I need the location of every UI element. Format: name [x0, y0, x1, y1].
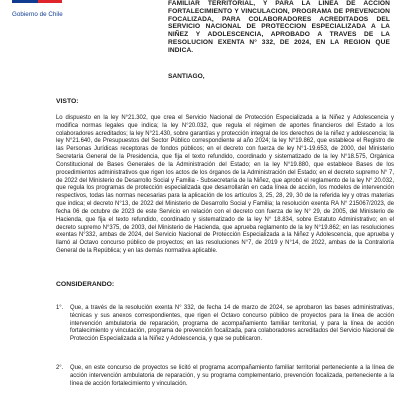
- logo-text: Gobierno de Chile: [12, 11, 63, 18]
- logo-red-bar: [38, 0, 62, 3]
- resolution-heading: FAMILIAR TERRITORIAL, Y PARA LA LINEA DE ACCION FORTALECIMIENTO Y VINCULACION, PROGRAMA DE PREVENCION FOCALIZADA, PARA COLABORADORES ACREDITADOS DEL SERVICIO NACIONAL DE PROTECCION ESPECIALIZADA A LA NIÑEZ Y ADOLESCENCIA, APROBADO A TRAVES DE LA RESOLUCION EXENTA N° 332, DE 2024, EN LA REGION QUE INDICA.: [168, 0, 390, 54]
- considerando-title: CONSIDERANDO:: [56, 281, 115, 288]
- visto-body: Lo dispuesto en la ley N°21.302, que crea el Servicio Nacional de Protección Especializada a la Niñez y Adolescencia y modifica normas legales que indica; la ley N°20.032, que regula el régimen de aportes financieros del Estado a los colaboradores acreditados; la ley N°21.430, sobre garantías y protección integral de los derechos de la niñez y adolescencia; la ley N°21.640, de Presupuestos del Sector Público correspondiente al año 2024; la ley N°19.862, que establece el Registro de las Personas Jurídicas receptoras de fondos públicos; en el decreto con fuerza de ley N°1-19.653, de 2000, del Ministerio Secretaría General de la Presidencia, que fija el texto refundido, coordinado y sistematizado de la ley N°18.575, Orgánica Constitucional de Bases Generales de la Administración del Estado; en la ley N°19.880, que establece Bases de los procedimientos administrativos que rigen los actos de los órganos de la Administración del Estado; en el decreto supremo N° 7, de 2022 del Ministerio de Desarrollo Social y Familia - Subsecretaría de la Niñez, que aprobó el reglamento de la ley N° 20.032, que regula los programas de protección especializada que desarrollarán en cada línea de acción, los modelos de intervención respectivos, todas las normas necesarias para la aplicación de los artículos 3, 25, 28, 29, 30 de la referida ley y otras materias que indica; el decreto N°13, de 2022 del Ministerio de Desarrollo Social y Familia; la resolución exenta RA N° 215067/2023, de fecha 06 de octubre de 2023 de este Servicio en relación con el decreto con fuerza de ley N° 29, de 2005, del Ministerio de Hacienda, que fija el texto refundido, coordinado y sistematizado de la ley N° 18.834, sobre Estatuto Administrativo; en el decreto supremo N°375, de 2003, del Ministerio de Hacienda, que aprueba reglamento de la ley N°19.862; en las resoluciones exentas N°332, ambas de 2024, del Servicio Nacional de Protección Especializada a la Niñez y Adolescencia, que aprueba y llamó al Octavo concurso público de proyectos; en las resoluciones N°7, de 2019 y N°14, de 2022, ambas de la Contraloría General de la República; y en las demás normativa aplicable.: [56, 115, 394, 255]
- place-line: SANTIAGO,: [168, 73, 205, 80]
- logo-blue-bar: [12, 0, 38, 3]
- government-logo: [12, 0, 62, 30]
- visto-title: VISTO:: [56, 98, 79, 105]
- item-text: Que, a través de la resolución exenta N° 332, de fecha 14 de marzo de 2024, se aprobaron las bases administrativas, técnicas y sus anexos correspondientes, que rigen el Octavo concurso público de proyectos para la línea de acción intervención ambulatoria de reparación, programa de acompañamiento familiar territorial, y para la línea de acción fortalecimiento y vinculación, programa de prevención focalizada, para colaboradores acreditados del Servicio Nacional de Protección Especializada a la Niñez y Adolescencia, y que se publicaron.: [70, 305, 394, 343]
- item-text: Que, en este concurso de proyectos se licitó el programa acompañamiento familiar territorial perteneciente a la línea de acción intervención ambulatoria de reparación, y su programa complementario, prevención focalizada, perteneciente a la línea de acción fortalecimiento y vinculación.: [70, 365, 394, 387]
- item-number: 1°.: [56, 305, 64, 311]
- item-number: 2°.: [56, 365, 64, 371]
